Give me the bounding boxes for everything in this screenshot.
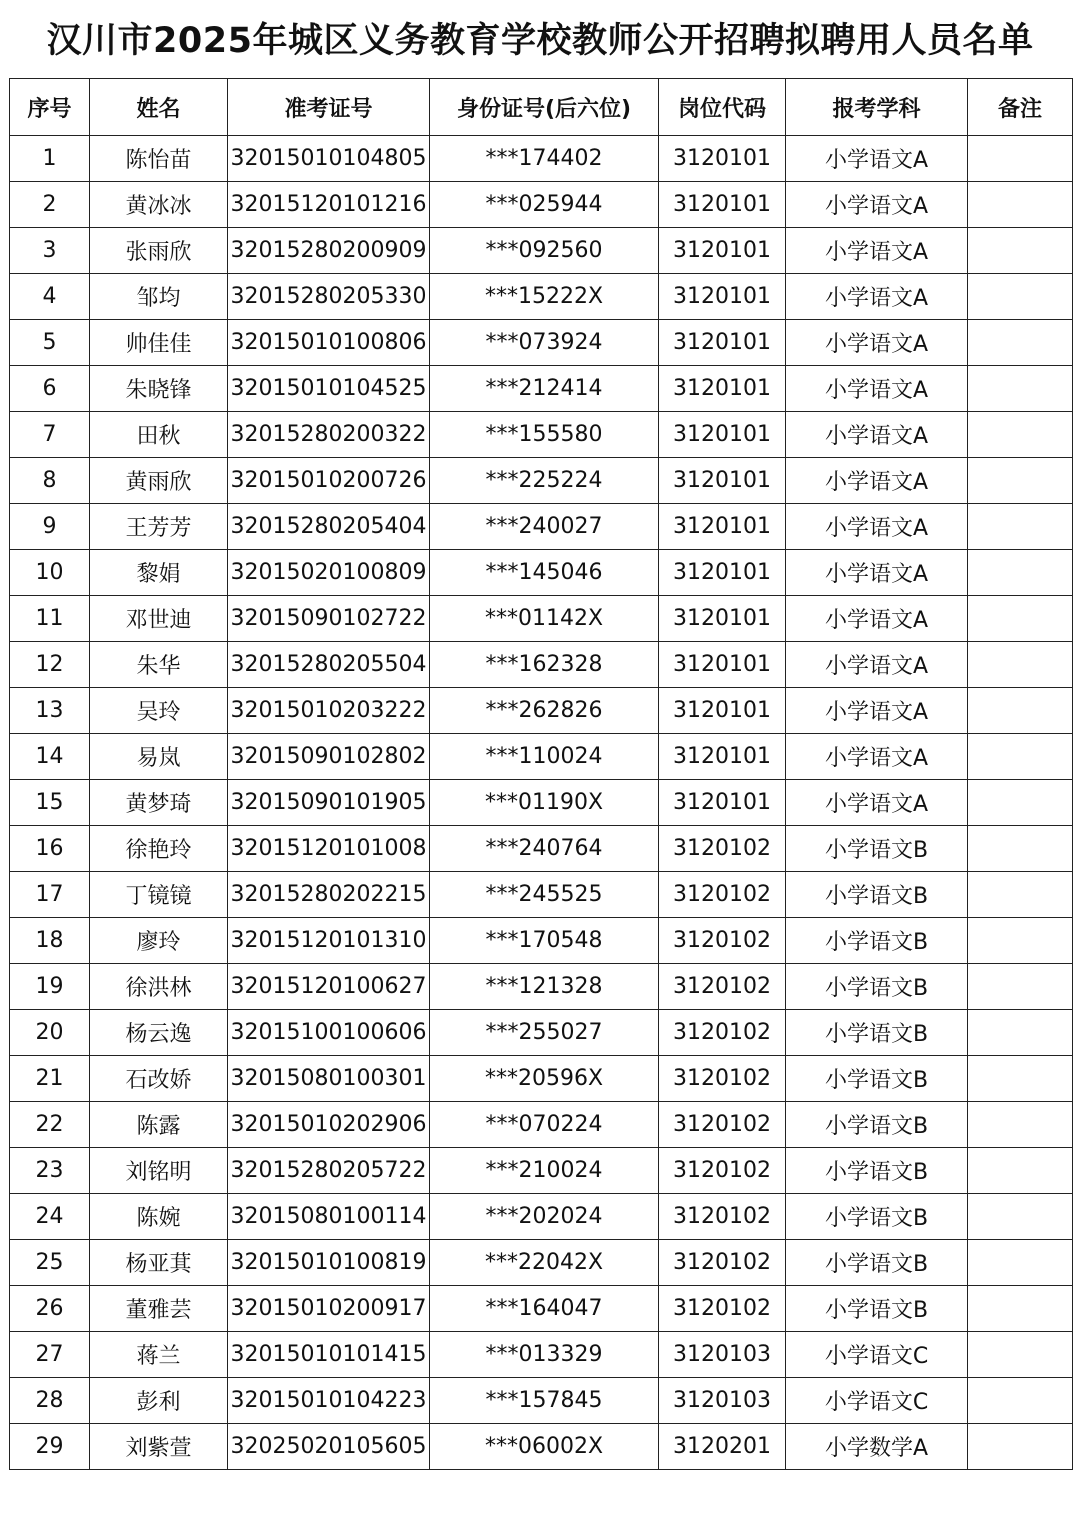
cell-id-last-six: ***225224 xyxy=(430,458,659,504)
header-remarks: 备注 xyxy=(968,79,1073,136)
cell-id-last-six: ***240027 xyxy=(430,504,659,550)
cell-name: 朱华 xyxy=(90,642,228,688)
cell-exam-ticket-number: 32015090102802 xyxy=(228,734,430,780)
cell-remarks xyxy=(968,412,1073,458)
cell-name: 田秋 xyxy=(90,412,228,458)
cell-subject: 小学语文A xyxy=(786,688,968,734)
cell-post-code: 3120101 xyxy=(659,458,786,504)
cell-remarks xyxy=(968,1286,1073,1332)
cell-exam-ticket-number: 32015010100806 xyxy=(228,320,430,366)
cell-id-last-six: ***20596X xyxy=(430,1056,659,1102)
cell-serial-number: 23 xyxy=(10,1148,90,1194)
cell-remarks xyxy=(968,872,1073,918)
cell-exam-ticket-number: 32015280200322 xyxy=(228,412,430,458)
cell-post-code: 3120101 xyxy=(659,320,786,366)
header-name: 姓名 xyxy=(90,79,228,136)
cell-remarks xyxy=(968,826,1073,872)
table-row xyxy=(10,1286,1073,1332)
cell-post-code: 3120103 xyxy=(659,1378,786,1424)
table-row xyxy=(10,274,1073,320)
cell-exam-ticket-number: 32015010203222 xyxy=(228,688,430,734)
cell-remarks xyxy=(968,136,1073,182)
cell-post-code: 3120201 xyxy=(659,1424,786,1470)
cell-remarks xyxy=(968,1148,1073,1194)
hiring-roster-table xyxy=(9,78,1073,1470)
cell-subject: 小学语文A xyxy=(786,734,968,780)
cell-remarks xyxy=(968,1424,1073,1470)
cell-post-code: 3120101 xyxy=(659,228,786,274)
cell-subject: 小学语文A xyxy=(786,550,968,596)
cell-subject: 小学语文B xyxy=(786,1102,968,1148)
cell-subject: 小学语文B xyxy=(786,1240,968,1286)
cell-remarks xyxy=(968,780,1073,826)
cell-serial-number: 10 xyxy=(10,550,90,596)
cell-serial-number: 7 xyxy=(10,412,90,458)
cell-id-last-six: ***262826 xyxy=(430,688,659,734)
header-post-code: 岗位代码 xyxy=(659,79,786,136)
cell-id-last-six: ***155580 xyxy=(430,412,659,458)
cell-post-code: 3120102 xyxy=(659,1194,786,1240)
cell-serial-number: 15 xyxy=(10,780,90,826)
cell-remarks xyxy=(968,504,1073,550)
cell-name: 黎娟 xyxy=(90,550,228,596)
cell-post-code: 3120102 xyxy=(659,1056,786,1102)
table-row xyxy=(10,734,1073,780)
cell-post-code: 3120101 xyxy=(659,182,786,228)
cell-subject: 小学语文B xyxy=(786,1056,968,1102)
cell-exam-ticket-number: 32015020100809 xyxy=(228,550,430,596)
cell-exam-ticket-number: 32015120101216 xyxy=(228,182,430,228)
table-row xyxy=(10,550,1073,596)
cell-id-last-six: ***245525 xyxy=(430,872,659,918)
cell-subject: 小学语文B xyxy=(786,918,968,964)
cell-name: 陈露 xyxy=(90,1102,228,1148)
table-row xyxy=(10,458,1073,504)
cell-exam-ticket-number: 32015280202215 xyxy=(228,872,430,918)
cell-exam-ticket-number: 32015010101415 xyxy=(228,1332,430,1378)
cell-post-code: 3120102 xyxy=(659,918,786,964)
cell-id-last-six: ***073924 xyxy=(430,320,659,366)
table-row xyxy=(10,1102,1073,1148)
cell-id-last-six: ***06002X xyxy=(430,1424,659,1470)
cell-remarks xyxy=(968,1332,1073,1378)
cell-exam-ticket-number: 32015010104525 xyxy=(228,366,430,412)
cell-post-code: 3120102 xyxy=(659,1240,786,1286)
cell-subject: 小学语文B xyxy=(786,1010,968,1056)
cell-post-code: 3120101 xyxy=(659,688,786,734)
cell-exam-ticket-number: 32015010202906 xyxy=(228,1102,430,1148)
table-row xyxy=(10,918,1073,964)
cell-remarks xyxy=(968,1056,1073,1102)
table-row xyxy=(10,780,1073,826)
cell-id-last-six: ***170548 xyxy=(430,918,659,964)
cell-id-last-six: ***070224 xyxy=(430,1102,659,1148)
cell-remarks xyxy=(968,1010,1073,1056)
cell-name: 陈怡苗 xyxy=(90,136,228,182)
cell-post-code: 3120103 xyxy=(659,1332,786,1378)
cell-subject: 小学语文A xyxy=(786,504,968,550)
header-exam-ticket-number: 准考证号 xyxy=(228,79,430,136)
cell-name: 徐艳玲 xyxy=(90,826,228,872)
table-row xyxy=(10,1240,1073,1286)
cell-post-code: 3120102 xyxy=(659,964,786,1010)
cell-remarks xyxy=(968,642,1073,688)
document-title: 汉川市2025年城区义务教育学校教师公开招聘拟聘用人员名单 xyxy=(46,21,1034,61)
cell-name: 黄梦琦 xyxy=(90,780,228,826)
cell-remarks xyxy=(968,918,1073,964)
cell-id-last-six: ***15222X xyxy=(430,274,659,320)
cell-exam-ticket-number: 32015280205504 xyxy=(228,642,430,688)
cell-post-code: 3120101 xyxy=(659,504,786,550)
cell-subject: 小学语文C xyxy=(786,1378,968,1424)
cell-name: 杨云逸 xyxy=(90,1010,228,1056)
cell-id-last-six: ***145046 xyxy=(430,550,659,596)
cell-id-last-six: ***210024 xyxy=(430,1148,659,1194)
table-body xyxy=(10,136,1073,1470)
cell-serial-number: 22 xyxy=(10,1102,90,1148)
cell-name: 刘铭明 xyxy=(90,1148,228,1194)
cell-subject: 小学语文B xyxy=(786,826,968,872)
cell-subject: 小学语文A xyxy=(786,458,968,504)
cell-id-last-six: ***202024 xyxy=(430,1194,659,1240)
cell-exam-ticket-number: 32015010200917 xyxy=(228,1286,430,1332)
cell-subject: 小学语文A xyxy=(786,136,968,182)
cell-serial-number: 5 xyxy=(10,320,90,366)
cell-remarks xyxy=(968,1240,1073,1286)
cell-post-code: 3120101 xyxy=(659,642,786,688)
cell-name: 陈婉 xyxy=(90,1194,228,1240)
cell-subject: 小学语文B xyxy=(786,964,968,1010)
cell-remarks xyxy=(968,274,1073,320)
cell-serial-number: 27 xyxy=(10,1332,90,1378)
cell-serial-number: 28 xyxy=(10,1378,90,1424)
table-row xyxy=(10,642,1073,688)
cell-serial-number: 3 xyxy=(10,228,90,274)
cell-post-code: 3120101 xyxy=(659,366,786,412)
cell-name: 丁镜镜 xyxy=(90,872,228,918)
cell-id-last-six: ***01190X xyxy=(430,780,659,826)
cell-post-code: 3120101 xyxy=(659,734,786,780)
cell-exam-ticket-number: 32015010104223 xyxy=(228,1378,430,1424)
cell-remarks xyxy=(968,182,1073,228)
cell-exam-ticket-number: 32015280205404 xyxy=(228,504,430,550)
header-serial-number: 序号 xyxy=(10,79,90,136)
cell-name: 黄冰冰 xyxy=(90,182,228,228)
cell-remarks xyxy=(968,596,1073,642)
cell-remarks xyxy=(968,550,1073,596)
table-row xyxy=(10,366,1073,412)
cell-subject: 小学语文B xyxy=(786,1194,968,1240)
cell-exam-ticket-number: 32015080100301 xyxy=(228,1056,430,1102)
cell-serial-number: 1 xyxy=(10,136,90,182)
cell-subject: 小学语文C xyxy=(786,1332,968,1378)
cell-name: 帅佳佳 xyxy=(90,320,228,366)
cell-id-last-six: ***013329 xyxy=(430,1332,659,1378)
cell-remarks xyxy=(968,688,1073,734)
table-row xyxy=(10,1010,1073,1056)
cell-serial-number: 16 xyxy=(10,826,90,872)
cell-id-last-six: ***092560 xyxy=(430,228,659,274)
table-row xyxy=(10,826,1073,872)
cell-exam-ticket-number: 32015120101008 xyxy=(228,826,430,872)
table-row xyxy=(10,1194,1073,1240)
cell-exam-ticket-number: 32015090101905 xyxy=(228,780,430,826)
cell-name: 廖玲 xyxy=(90,918,228,964)
table-row xyxy=(10,964,1073,1010)
cell-serial-number: 21 xyxy=(10,1056,90,1102)
cell-name: 徐洪林 xyxy=(90,964,228,1010)
cell-name: 蒋兰 xyxy=(90,1332,228,1378)
cell-id-last-six: ***164047 xyxy=(430,1286,659,1332)
cell-exam-ticket-number: 32015080100114 xyxy=(228,1194,430,1240)
cell-subject: 小学语文B xyxy=(786,872,968,918)
cell-remarks xyxy=(968,1378,1073,1424)
cell-serial-number: 11 xyxy=(10,596,90,642)
cell-name: 石改娇 xyxy=(90,1056,228,1102)
cell-serial-number: 18 xyxy=(10,918,90,964)
cell-name: 黄雨欣 xyxy=(90,458,228,504)
table-row xyxy=(10,688,1073,734)
cell-name: 邹均 xyxy=(90,274,228,320)
cell-name: 易岚 xyxy=(90,734,228,780)
cell-subject: 小学语文A xyxy=(786,412,968,458)
cell-serial-number: 24 xyxy=(10,1194,90,1240)
cell-name: 朱晓锋 xyxy=(90,366,228,412)
cell-exam-ticket-number: 32015280205330 xyxy=(228,274,430,320)
table-row xyxy=(10,504,1073,550)
cell-remarks xyxy=(968,964,1073,1010)
table-row xyxy=(10,412,1073,458)
cell-serial-number: 26 xyxy=(10,1286,90,1332)
cell-subject: 小学语文B xyxy=(786,1286,968,1332)
cell-serial-number: 25 xyxy=(10,1240,90,1286)
cell-post-code: 3120101 xyxy=(659,596,786,642)
cell-post-code: 3120102 xyxy=(659,1010,786,1056)
cell-name: 吴玲 xyxy=(90,688,228,734)
cell-post-code: 3120101 xyxy=(659,136,786,182)
cell-serial-number: 17 xyxy=(10,872,90,918)
cell-post-code: 3120102 xyxy=(659,826,786,872)
cell-name: 杨亚萁 xyxy=(90,1240,228,1286)
table-row xyxy=(10,136,1073,182)
cell-post-code: 3120101 xyxy=(659,780,786,826)
cell-post-code: 3120102 xyxy=(659,872,786,918)
cell-serial-number: 14 xyxy=(10,734,90,780)
cell-subject: 小学语文A xyxy=(786,642,968,688)
cell-id-last-six: ***025944 xyxy=(430,182,659,228)
cell-subject: 小学数学A xyxy=(786,1424,968,1470)
cell-id-last-six: ***162328 xyxy=(430,642,659,688)
cell-serial-number: 8 xyxy=(10,458,90,504)
cell-serial-number: 4 xyxy=(10,274,90,320)
cell-serial-number: 13 xyxy=(10,688,90,734)
cell-subject: 小学语文A xyxy=(786,182,968,228)
cell-id-last-six: ***01142X xyxy=(430,596,659,642)
cell-subject: 小学语文A xyxy=(786,274,968,320)
cell-name: 彭利 xyxy=(90,1378,228,1424)
cell-exam-ticket-number: 32015120101310 xyxy=(228,918,430,964)
cell-remarks xyxy=(968,734,1073,780)
cell-post-code: 3120102 xyxy=(659,1102,786,1148)
table-row xyxy=(10,320,1073,366)
cell-post-code: 3120101 xyxy=(659,412,786,458)
cell-id-last-six: ***174402 xyxy=(430,136,659,182)
cell-post-code: 3120101 xyxy=(659,550,786,596)
cell-exam-ticket-number: 32015010104805 xyxy=(228,136,430,182)
table-row xyxy=(10,596,1073,642)
cell-remarks xyxy=(968,366,1073,412)
cell-exam-ticket-number: 32015280200909 xyxy=(228,228,430,274)
cell-post-code: 3120102 xyxy=(659,1148,786,1194)
cell-subject: 小学语文A xyxy=(786,228,968,274)
cell-name: 刘紫萱 xyxy=(90,1424,228,1470)
header-id-last-six: 身份证号(后六位) xyxy=(430,79,659,136)
cell-id-last-six: ***121328 xyxy=(430,964,659,1010)
cell-id-last-six: ***157845 xyxy=(430,1378,659,1424)
cell-remarks xyxy=(968,458,1073,504)
table-row xyxy=(10,1378,1073,1424)
cell-remarks xyxy=(968,228,1073,274)
table-row xyxy=(10,1148,1073,1194)
cell-serial-number: 29 xyxy=(10,1424,90,1470)
table-header xyxy=(10,79,1073,136)
cell-name: 邓世迪 xyxy=(90,596,228,642)
cell-subject: 小学语文A xyxy=(786,780,968,826)
cell-id-last-six: ***240764 xyxy=(430,826,659,872)
cell-id-last-six: ***255027 xyxy=(430,1010,659,1056)
cell-subject: 小学语文B xyxy=(786,1148,968,1194)
cell-remarks xyxy=(968,320,1073,366)
header-row xyxy=(10,79,1073,136)
cell-serial-number: 20 xyxy=(10,1010,90,1056)
cell-subject: 小学语文A xyxy=(786,320,968,366)
table-row xyxy=(10,1056,1073,1102)
header-subject: 报考学科 xyxy=(786,79,968,136)
cell-exam-ticket-number: 32015090102722 xyxy=(228,596,430,642)
cell-subject: 小学语文A xyxy=(786,366,968,412)
cell-post-code: 3120101 xyxy=(659,274,786,320)
cell-exam-ticket-number: 32015010200726 xyxy=(228,458,430,504)
cell-exam-ticket-number: 32015280205722 xyxy=(228,1148,430,1194)
cell-serial-number: 2 xyxy=(10,182,90,228)
cell-serial-number: 9 xyxy=(10,504,90,550)
table-row xyxy=(10,182,1073,228)
cell-post-code: 3120102 xyxy=(659,1286,786,1332)
cell-id-last-six: ***110024 xyxy=(430,734,659,780)
cell-exam-ticket-number: 32015100100606 xyxy=(228,1010,430,1056)
cell-serial-number: 6 xyxy=(10,366,90,412)
cell-serial-number: 19 xyxy=(10,964,90,1010)
cell-name: 董雅芸 xyxy=(90,1286,228,1332)
cell-exam-ticket-number: 32015010100819 xyxy=(228,1240,430,1286)
cell-name: 张雨欣 xyxy=(90,228,228,274)
cell-serial-number: 12 xyxy=(10,642,90,688)
cell-id-last-six: ***22042X xyxy=(430,1240,659,1286)
cell-id-last-six: ***212414 xyxy=(430,366,659,412)
cell-subject: 小学语文A xyxy=(786,596,968,642)
table-row xyxy=(10,1332,1073,1378)
table-row xyxy=(10,872,1073,918)
table-row xyxy=(10,1424,1073,1470)
cell-name: 王芳芳 xyxy=(90,504,228,550)
cell-remarks xyxy=(968,1102,1073,1148)
cell-exam-ticket-number: 32015120100627 xyxy=(228,964,430,1010)
cell-exam-ticket-number: 32025020105605 xyxy=(228,1424,430,1470)
cell-remarks xyxy=(968,1194,1073,1240)
table-row xyxy=(10,228,1073,274)
